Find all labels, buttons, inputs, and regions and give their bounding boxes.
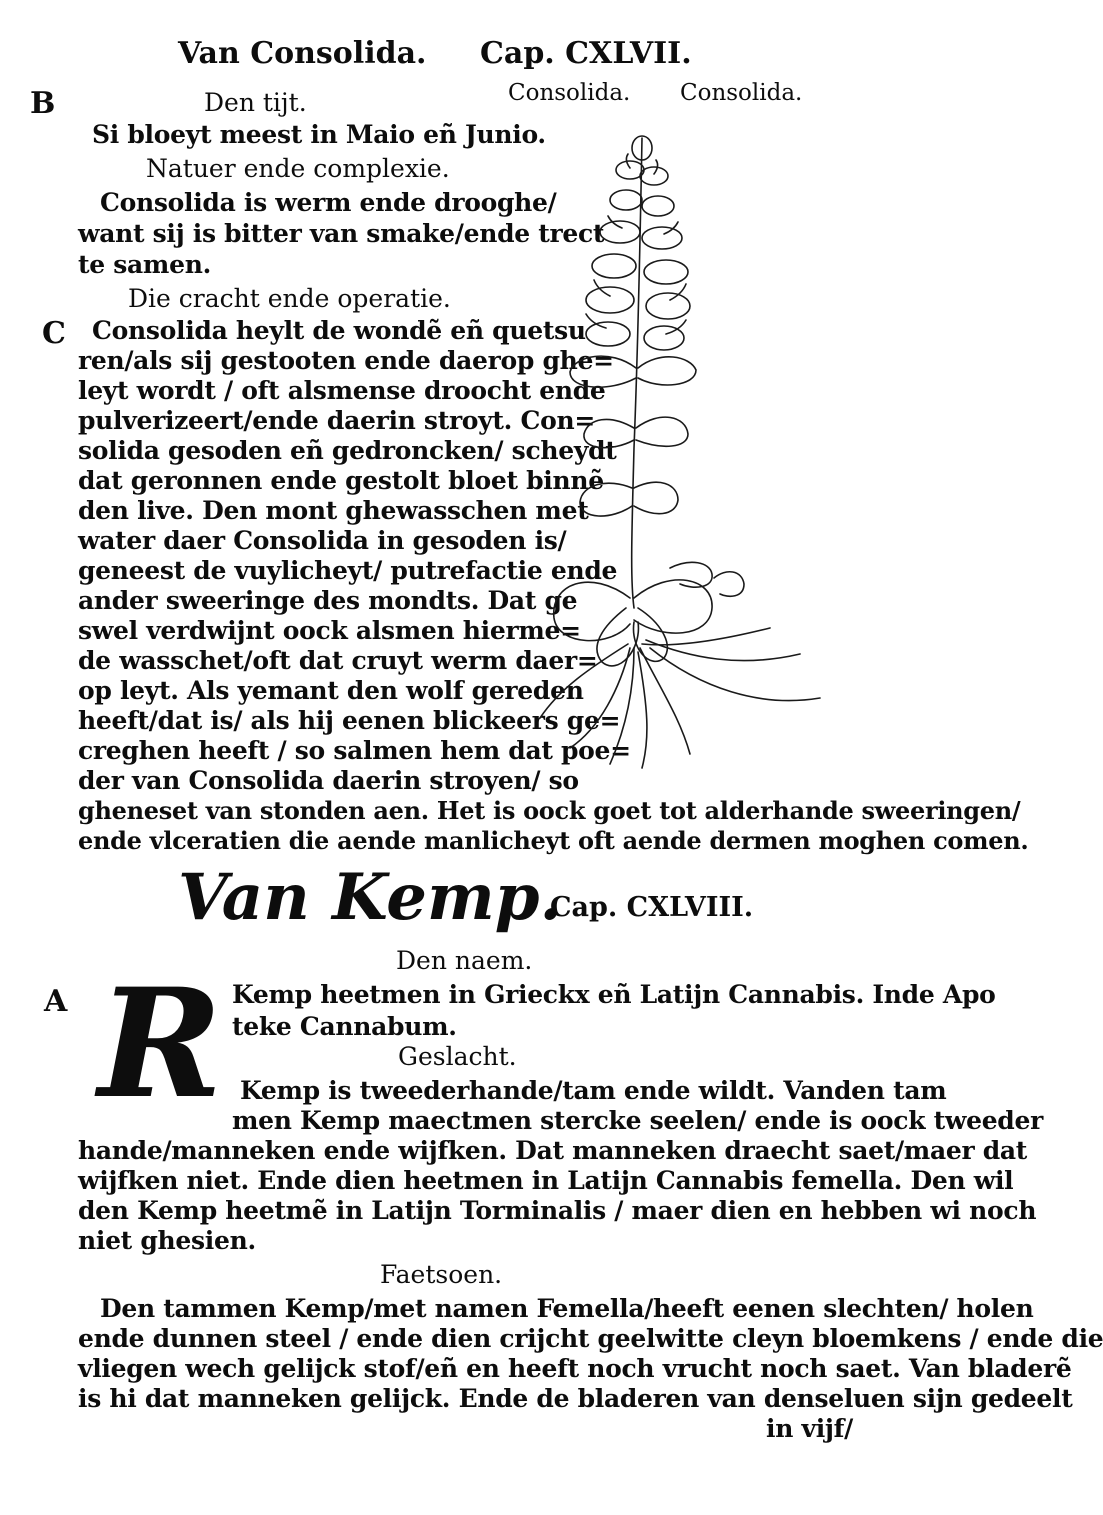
form-line: Den tammen Kemp/met namen Femella/heeft eenen slechten/ holen — [100, 1294, 1034, 1323]
power-line: solida gesoden eñ gedroncken/ scheydt — [78, 436, 617, 465]
margin-marker-b: B — [30, 86, 56, 121]
power-line: dat geronnen ende gestolt bloet binnẽ — [78, 466, 604, 495]
kind-line: wijfken niet. Ende dien heetmen in Latijn Cannabis femella. Den wil — [78, 1166, 1014, 1195]
wide-line: gheneset van stonden aen. Het is oock goet tot alderhande sweeringen/ — [78, 796, 1021, 825]
heading-power: Die cracht ende operatie. — [128, 284, 451, 313]
power-line: ren/als sij gestooten ende daerop ghe= — [78, 346, 614, 375]
kind-line: niet ghesien. — [78, 1226, 256, 1255]
power-line: heeft/dat is/ als hij eenen blickeers ge= — [78, 706, 621, 735]
heading-kind: Geslacht. — [398, 1042, 517, 1071]
plant-label-right: Consolida. — [680, 80, 803, 106]
form-line: ende dunnen steel / ende dien crijcht geelwitte cleyn bloemkens / ende die — [78, 1324, 1103, 1353]
power-line: swel verdwijnt oock alsmen hierme= — [78, 616, 581, 645]
power-line: Consolida heylt de wondẽ eñ quetsu — [92, 316, 586, 345]
kind-line: Kemp is tweederhande/tam ende wildt. Vanden tam — [240, 1076, 947, 1105]
form-line: is hi dat manneken gelijck. Ende de bladeren van denseluen sijn gedeelt — [78, 1384, 1073, 1413]
wide-line: ende vlceratien die aende manlicheyt oft aende dermen moghen comen. — [78, 826, 1029, 855]
power-line: op leyt. Als yemant den wolf gereden — [78, 676, 584, 705]
heading-time: Den tijt. — [204, 88, 307, 117]
chapter-number: Cap. CXLVII. — [480, 36, 692, 71]
kind-line: den Kemp heetmẽ in Latijn Torminalis / maer dien en hebben wi noch — [78, 1196, 1037, 1225]
nature-line: Consolida is werm ende drooghe/ — [100, 188, 557, 217]
name-line: teke Cannabum. — [232, 1012, 457, 1041]
kind-line: men Kemp maectmen stercke seelen/ ende is oock tweeder — [232, 1106, 1043, 1135]
power-line: der van Consolida daerin stroyen/ so — [78, 766, 579, 795]
form-line: vliegen wech gelijck stof/eñ en heeft noch vrucht noch saet. Van bladerẽ — [78, 1354, 1072, 1383]
form-line: in vijf/ — [766, 1414, 853, 1443]
power-line: de wasschet/oft dat cruyt werm daer= — [78, 646, 598, 675]
margin-marker-a: A — [44, 984, 68, 1019]
name-line: Kemp heetmen in Grieckx eñ Latijn Cannabis. Inde Apo — [232, 980, 996, 1009]
power-line: leyt wordt / oft alsmense droocht ende — [78, 376, 606, 405]
heading-name: Den naem. — [396, 946, 533, 975]
heading-nature: Natuer ende complexie. — [146, 154, 450, 183]
plant-label-left: Consolida. — [508, 80, 631, 106]
power-line: pulverizeert/ende daerin stroyt. Con= — [78, 406, 595, 435]
bloom-line: Si bloeyt meest in Maio eñ Junio. — [92, 120, 546, 149]
margin-marker-c: C — [42, 316, 66, 351]
nature-line: want sij is bitter van smake/ende trect — [78, 219, 605, 248]
chapter-number: Cap. CXLVIII. — [550, 892, 754, 923]
power-line: geneest de vuylicheyt/ putrefactie ende — [78, 556, 618, 585]
running-title: Van Consolida. — [178, 36, 427, 71]
kind-line: hande/manneken ende wijfken. Dat manneken draecht saet/maer dat — [78, 1136, 1028, 1165]
consolida-plant-illustration — [530, 128, 840, 768]
power-line: den live. Den mont ghewasschen met — [78, 496, 589, 525]
heading-form: Faetsoen. — [380, 1260, 503, 1289]
power-line: water daer Consolida in gesoden is/ — [78, 526, 567, 555]
decorated-initial: R — [98, 956, 223, 1132]
chapter-title: Van Kemp. — [178, 860, 562, 935]
power-line: ander sweeringe des mondts. Dat ge — [78, 586, 578, 615]
power-line: creghen heeft / so salmen hem dat poe= — [78, 736, 631, 765]
nature-line: te samen. — [78, 250, 211, 279]
